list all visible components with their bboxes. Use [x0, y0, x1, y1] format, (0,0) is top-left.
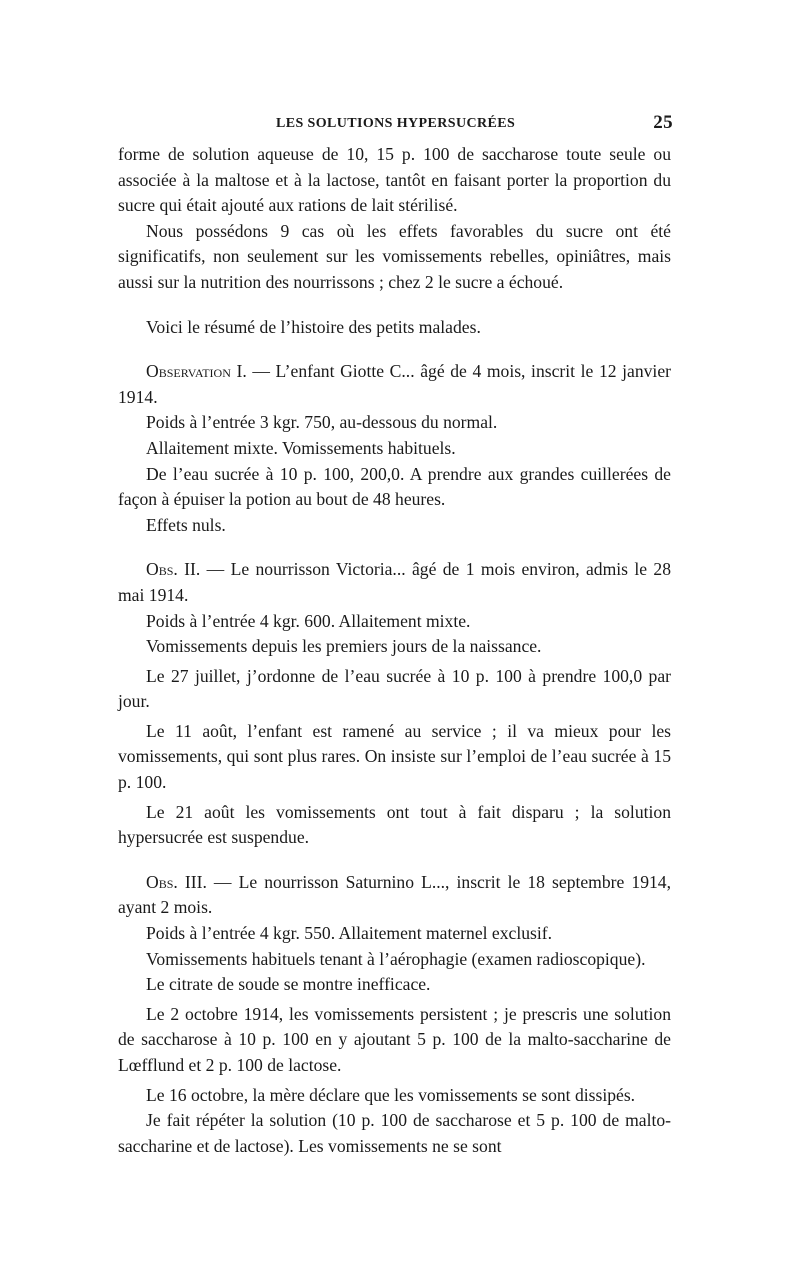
observation-1-line: Effets nuls.	[146, 514, 226, 535]
observation-2-line: Vomissements depuis les premiers jours de la naissance.	[146, 636, 542, 657]
observation-3-intro	[118, 870, 671, 921]
running-title: LES SOLUTIONS HYPERSUCRÉES	[276, 116, 516, 131]
observation-2-line: Le 11 août, l’enfant est ramené au service ; il va mieux pour les vomissements, qui sont plus rares. On insiste sur l’emploi de l’eau sucrée à 15 p. 100.	[118, 720, 671, 793]
observation-2-line: Le 21 août les vomissements ont tout à fait disparu ; la solution hypersucrée est suspendue.	[118, 801, 671, 848]
observation-2-label: Obs. II.	[146, 559, 201, 580]
observation-3-line: Le citrate de soude se montre inefficace.	[146, 974, 431, 995]
observation-3-line: Poids à l’entrée 4 kgr. 550. Allaitement maternel exclusif.	[146, 923, 553, 944]
observation-1-intro	[118, 359, 671, 410]
observation-3-line: Le 2 octobre 1914, les vomissements persistent ; je prescris une solution de saccharose à 10 p. 100 en y ajoutant 5 p. 100 de la malto-saccharine de Lœfflund et 2 p. 100 de lactose.	[118, 1003, 671, 1075]
observation-3-line: Vomissements habituels tenant à l’aérophagie (examen radioscopique).	[146, 948, 646, 969]
observation-1-label: Observation I.	[146, 361, 247, 382]
page-number: 25	[653, 112, 673, 133]
observation-3-line: Le 16 octobre, la mère déclare que les vomissements se sont dissipés.	[146, 1084, 636, 1105]
observation-3-line: Je fait répéter la solution (10 p. 100 de saccharose et 5 p. 100 de malto-saccharine et de lactose). Les vomissements ne se sont	[118, 1110, 671, 1156]
observation-1-line: De l’eau sucrée à 10 p. 100, 200,0. A prendre aux grandes cuillerées de façon à épuiser la potion au bout de 48 heures.	[118, 463, 671, 510]
observation-2-intro	[118, 557, 671, 608]
observation-2-text: — Le nourrisson Victoria... âgé de 1 mois environ, admis le 28 mai 1914.	[118, 559, 672, 605]
observation-1-text: — L’enfant Giotte C... âgé de 4 mois, inscrit le 12 janvier 1914.	[118, 361, 671, 407]
running-head	[118, 112, 671, 142]
paragraph-continuation: forme de solution aqueuse de 10, 15 p. 100 de saccharose toute seule ou associée à la maltose et à la lactose, tantôt en faisant porter la proportion du sucre qui était ajouté aux rations de lait stérilisé.	[118, 144, 671, 216]
book-page	[118, 112, 671, 1159]
observation-3-label: Obs. III.	[146, 871, 207, 892]
observation-2-line: Poids à l’entrée 4 kgr. 600. Allaitement mixte.	[146, 610, 471, 631]
observation-2-line: Le 27 juillet, j’ordonne de l’eau sucrée à 10 p. 100 à prendre 100,0 par jour.	[118, 665, 671, 712]
observation-1-line: Poids à l’entrée 3 kgr. 750, au-dessous du normal.	[146, 412, 498, 433]
observation-1-line: Allaitement mixte. Vomissements habituels.	[146, 437, 456, 458]
paragraph-cases-summary: Nous possédons 9 cas où les effets favorables du sucre ont été significatifs, non seulement sur les vomissements rebelles, opiniâtres, mais aussi sur la nutrition des nourrissons ; chez 2 le sucre a échoué.	[118, 220, 671, 292]
paragraph-intro-resume: Voici le résumé de l’histoire des petits malades.	[146, 316, 481, 337]
observation-3-text: — Le nourrisson Saturnino L..., inscrit le 18 septembre 1914, ayant 2 mois.	[118, 871, 672, 918]
